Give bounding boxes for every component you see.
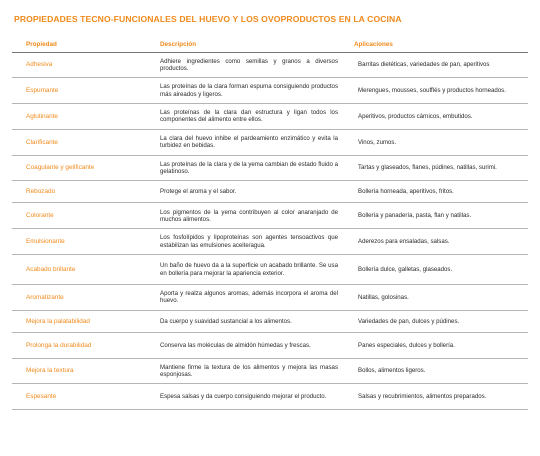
- page-title: PROPIEDADES TECNO-FUNCIONALES DEL HUEVO Y LOS OVOPRODUCTOS EN LA COCINA: [14, 14, 402, 24]
- cell-propiedad: Adhesiva: [12, 52, 148, 78]
- cell-descripcion: Las proteínas de la clara forman espuma consiguiendo productos más aireados y ligeros.: [148, 78, 342, 104]
- cell-propiedad: Rebozado: [12, 181, 148, 203]
- cell-descripcion: Adhiere ingredientes como semillas y granos a diversos productos.: [148, 52, 342, 78]
- cell-descripcion: Conserva las moléculas de almidón húmedas y frescas.: [148, 332, 342, 358]
- cell-aplicaciones: Natillas, golosinas.: [342, 285, 528, 311]
- cell-propiedad: Coagulante y gelificante: [12, 155, 148, 181]
- table-row: [12, 78, 528, 104]
- table-row: [12, 384, 528, 410]
- cell-aplicaciones: Bollos, alimentos ligeros.: [342, 358, 528, 384]
- cell-descripcion: Los pigmentos de la yema contribuyen al color anaranjado de muchos alimentos.: [148, 203, 342, 229]
- table-row: [12, 285, 528, 311]
- table-header: [12, 38, 528, 52]
- table-row: [12, 104, 528, 130]
- cell-aplicaciones: Bollería y panadería, pasta, flan y natillas.: [342, 203, 528, 229]
- table-row: [12, 52, 528, 78]
- cell-aplicaciones: Bollería dulce, galletas, glaseados.: [342, 255, 528, 285]
- cell-propiedad: Prolonga la durabilidad: [12, 332, 148, 358]
- table-row: [12, 203, 528, 229]
- table-body: [12, 52, 528, 410]
- table-row: [12, 129, 528, 155]
- cell-descripcion: Da cuerpo y suavidad sustancial a los alimentos.: [148, 310, 342, 332]
- cell-propiedad: Aglutinante: [12, 104, 148, 130]
- cell-aplicaciones: Merengues, mousses, soufflés y productos horneados.: [342, 78, 528, 104]
- table-row: [12, 310, 528, 332]
- cell-aplicaciones: Salsas y recubrimientos, alimentos preparados.: [342, 384, 528, 410]
- cell-propiedad: Emulsionante: [12, 229, 148, 255]
- cell-propiedad: Mejora la palatabilidad: [12, 310, 148, 332]
- cell-propiedad: Colorante: [12, 203, 148, 229]
- table-row: [12, 229, 528, 255]
- cell-propiedad: Aromatizante: [12, 285, 148, 311]
- cell-aplicaciones: Barritas dietéticas, variedades de pan, aperitivos: [342, 52, 528, 78]
- table-row: [12, 155, 528, 181]
- cell-propiedad: Espumante: [12, 78, 148, 104]
- cell-aplicaciones: Vinos, zumos.: [342, 129, 528, 155]
- cell-descripcion: Los fosfolípidos y lipoproteínas son agentes tensoactivos que estabilizan las emulsiones aceite/agua.: [148, 229, 342, 255]
- cell-propiedad: Acabado brillante: [12, 255, 148, 285]
- header-aplicaciones: Aplicaciones: [342, 38, 528, 52]
- cell-propiedad: Mejora la textura: [12, 358, 148, 384]
- cell-descripcion: Aporta y realza algunos aromas, además incorpora el aroma del huevo.: [148, 285, 342, 311]
- cell-descripcion: Espesa salsas y da cuerpo consiguiendo mejorar el producto.: [148, 384, 342, 410]
- table-row: [12, 332, 528, 358]
- cell-descripcion: La clara del huevo inhibe el pardeamiento enzimático y evita la turbidez en bebidas.: [148, 129, 342, 155]
- cell-propiedad: Clarificante: [12, 129, 148, 155]
- cell-descripcion: Las proteínas de la clara dan estructura y ligan todos los componentes del alimento entre ellos.: [148, 104, 342, 130]
- table-row: [12, 358, 528, 384]
- table-row: [12, 255, 528, 285]
- cell-descripcion: Mantiene firme la textura de los alimentos y mejora las masas esponjosas.: [148, 358, 342, 384]
- header-propiedad: Propiedad: [12, 38, 148, 52]
- cell-aplicaciones: Tartas y glaseados, flanes, púdines, natillas, surimi.: [342, 155, 528, 181]
- cell-aplicaciones: Bollería horneada, aperitivos, fritos.: [342, 181, 528, 203]
- properties-table: [12, 38, 528, 410]
- cell-aplicaciones: Aderezos para ensaladas, salsas.: [342, 229, 528, 255]
- cell-descripcion: Un baño de huevo da a la superficie un acabado brillante. Se usa en bollería para mejorar la apariencia exterior.: [148, 255, 342, 285]
- cell-descripcion: Protege el aroma y el sabor.: [148, 181, 342, 203]
- cell-aplicaciones: Aperitivos, productos cárnicos, embutidos.: [342, 104, 528, 130]
- cell-aplicaciones: Panes especiales, dulces y bollería.: [342, 332, 528, 358]
- cell-propiedad: Espesante: [12, 384, 148, 410]
- cell-aplicaciones: Variedades de pan, dulces y púdines.: [342, 310, 528, 332]
- cell-descripcion: Las proteínas de la clara y de la yema cambian de estado fluido a gelatinoso.: [148, 155, 342, 181]
- header-descripcion: Descripción: [148, 38, 342, 52]
- table-row: [12, 181, 528, 203]
